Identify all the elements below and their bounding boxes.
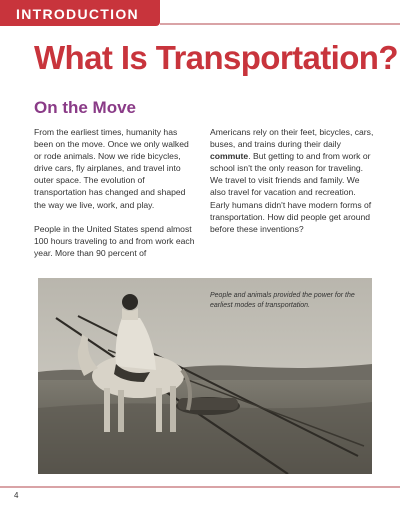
top-rule	[160, 23, 400, 25]
page-title: What Is Transportation?	[34, 39, 398, 76]
vocab-term: commute	[210, 151, 249, 162]
section-subtitle: On the Move	[34, 98, 137, 117]
page-number: 4	[14, 491, 19, 500]
section-tab-label: INTRODUCTION	[16, 6, 139, 22]
photo-caption: People and animals provided the power for the earliest modes of transportation.	[210, 292, 355, 309]
body-text-part-b: . But getting to and from work or school isn't the only reason for traveling. We travel to visit friends and family. We also travel for vacation and recreation. Early humans didn't have modern forms of transportation. How did people get around before these inventions?	[210, 151, 372, 234]
bottom-rule	[0, 486, 400, 488]
body-column-left	[34, 126, 198, 271]
body-text-part-a: Americans rely on their feet, bicycles, cars, buses, and trains during their daily	[210, 127, 374, 150]
body-column-right	[210, 126, 374, 247]
body-paragraph-3	[210, 126, 374, 235]
body-paragraph-2: People in the United States spend almost 100 hours traveling to and from work each year. More than 90 percent of	[34, 223, 195, 258]
section-tab	[0, 0, 160, 26]
body-paragraph-1: From the earliest times, humanity has been on the move. Once we only walked or rode animals. Now we ride bicycles, drive cars, fly airplanes, and travel into outer space. The evolution of transportation has changed and shaped the way we live, work, and play.	[34, 127, 189, 210]
